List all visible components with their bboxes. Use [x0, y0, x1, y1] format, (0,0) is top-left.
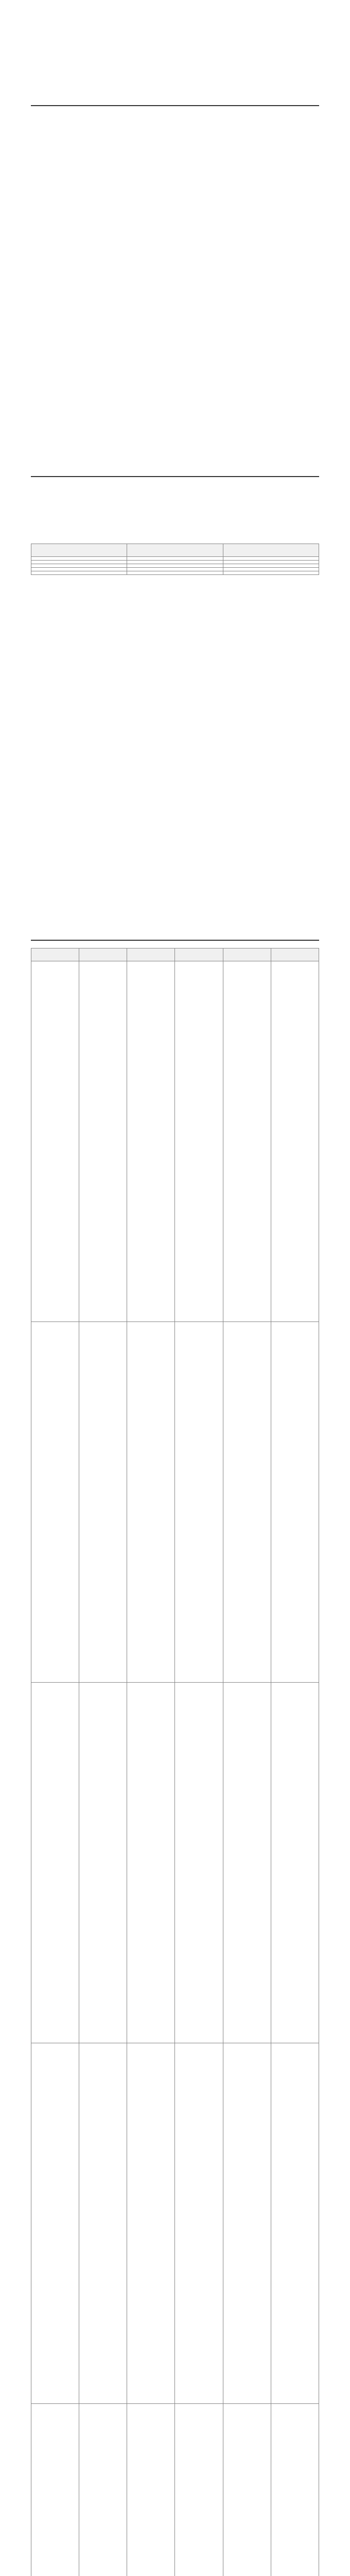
meta-line	[31, 55, 319, 62]
paragraph	[31, 173, 319, 179]
table-row	[31, 2043, 319, 2404]
paragraph	[31, 194, 319, 201]
section-title	[31, 464, 319, 477]
document-title	[31, 31, 319, 44]
table-row	[31, 961, 319, 1322]
subsection-title	[31, 207, 319, 215]
section-materials	[31, 464, 319, 575]
subsection-title	[31, 531, 319, 539]
table-row	[31, 2404, 319, 2576]
meta-line	[31, 77, 319, 84]
paragraph	[31, 230, 319, 237]
paragraph	[31, 183, 319, 190]
table-row	[31, 571, 319, 575]
lesson-flow-table	[31, 948, 319, 2576]
paragraph	[31, 497, 319, 503]
table-row	[31, 564, 319, 568]
table-row	[31, 557, 319, 561]
section-goals	[31, 93, 319, 252]
meta-line	[31, 66, 319, 73]
table-row	[31, 948, 319, 961]
table-row	[31, 544, 319, 557]
paragraph	[31, 147, 319, 154]
paragraph	[31, 137, 319, 143]
paragraph	[31, 518, 319, 525]
paragraph	[31, 241, 319, 248]
paragraph	[31, 219, 319, 226]
section-lesson-flow	[31, 927, 319, 2576]
table-row	[31, 1683, 319, 2043]
paragraph	[31, 126, 319, 132]
table-row	[31, 561, 319, 564]
subsection-title	[31, 484, 319, 493]
subsection-title	[31, 160, 319, 168]
section-title	[31, 927, 319, 941]
subsection-title	[31, 113, 319, 122]
table-row	[31, 1322, 319, 1683]
paragraph	[31, 507, 319, 514]
section-title	[31, 93, 319, 106]
materials-table	[31, 544, 319, 575]
table-row	[31, 568, 319, 571]
